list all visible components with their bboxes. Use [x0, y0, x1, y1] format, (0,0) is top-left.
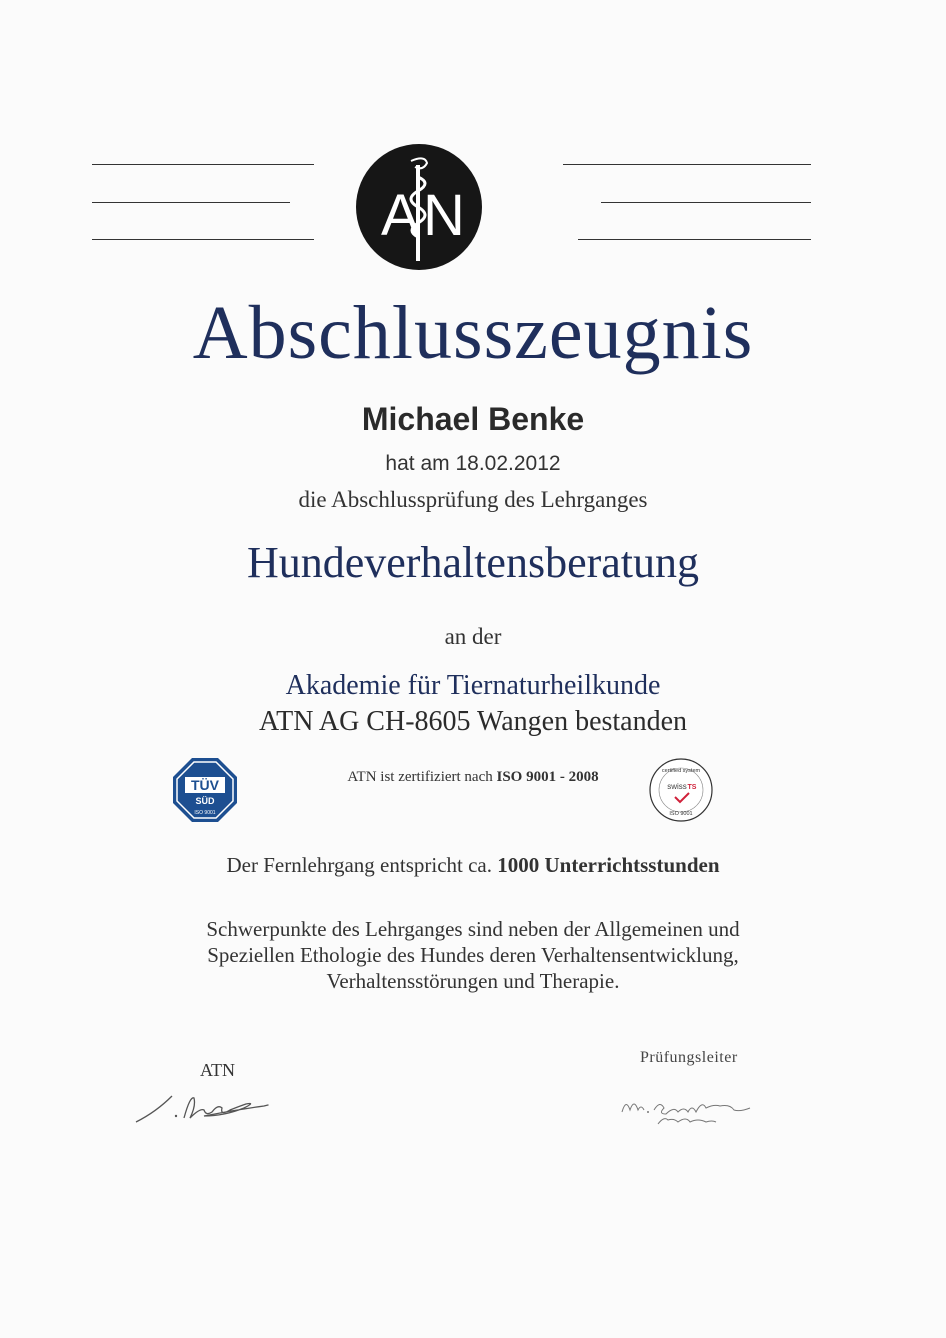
tuv-small-text: ISO 9001 — [194, 810, 216, 816]
header-line-right-1 — [563, 164, 811, 165]
logo-letter-a: A — [381, 183, 420, 248]
header-line-right-3 — [578, 239, 811, 240]
certification-prefix: ATN ist zertifiziert nach — [347, 769, 497, 785]
tuv-sud-seal-icon — [172, 757, 238, 823]
certificate-title: Abschlusszeugnis — [192, 291, 754, 375]
focus-line-2: Speziellen Ethologie des Hundes deren Verhaltensentwicklung, — [207, 943, 739, 967]
header-line-left-2 — [92, 202, 290, 203]
logo-letter-n: N — [423, 183, 465, 248]
swiss-top-text: certified system — [661, 768, 701, 774]
focus-line-1: Schwerpunkte des Lehrganges sind neben der Allgemeinen und — [206, 917, 740, 941]
exam-line: die Abschlussprüfung des Lehrganges — [298, 487, 648, 512]
swiss-bottom-text: ISO 9001 — [669, 811, 693, 817]
course-name: Hundeverhaltensberatung — [246, 538, 700, 587]
tuv-sub-text: SÜD — [195, 796, 215, 806]
certification-text — [300, 769, 646, 786]
signature-label-pruefungsleiter: Prüfungsleiter — [640, 1049, 738, 1066]
signature-label-atn: ATN — [200, 1060, 235, 1080]
swiss-ts-seal-icon — [648, 757, 714, 823]
tuv-text: TÜV — [191, 777, 219, 793]
recipient-name: Michael Benke — [361, 401, 585, 437]
date-line: hat am 18.02.2012 — [385, 452, 561, 475]
at-line: an der — [444, 624, 502, 649]
focus-line-3: Verhaltensstörungen und Therapie. — [326, 969, 620, 993]
hours-prefix: Der Fernlehrgang entspricht ca. — [226, 853, 498, 877]
atn-signature — [132, 1088, 312, 1128]
hours-value: 1000 Unterrichtsstunden — [497, 853, 720, 877]
pruefungsleiter-signature — [618, 1088, 788, 1133]
swiss-brand-accent: TS — [687, 784, 697, 791]
academy-line-1: Akademie für Tiernaturheilkunde — [285, 670, 661, 701]
header-line-left-1 — [92, 164, 314, 165]
hours-line — [0, 853, 946, 878]
header-line-left-3 — [92, 239, 314, 240]
header-line-right-2 — [601, 202, 811, 203]
academy-line-2: ATN AG CH-8605 Wangen bestanden — [258, 706, 688, 737]
certification-standard: ISO 9001 - 2008 — [496, 769, 599, 785]
atn-logo-icon — [355, 143, 483, 271]
swiss-brand-text: swiss — [667, 782, 687, 791]
